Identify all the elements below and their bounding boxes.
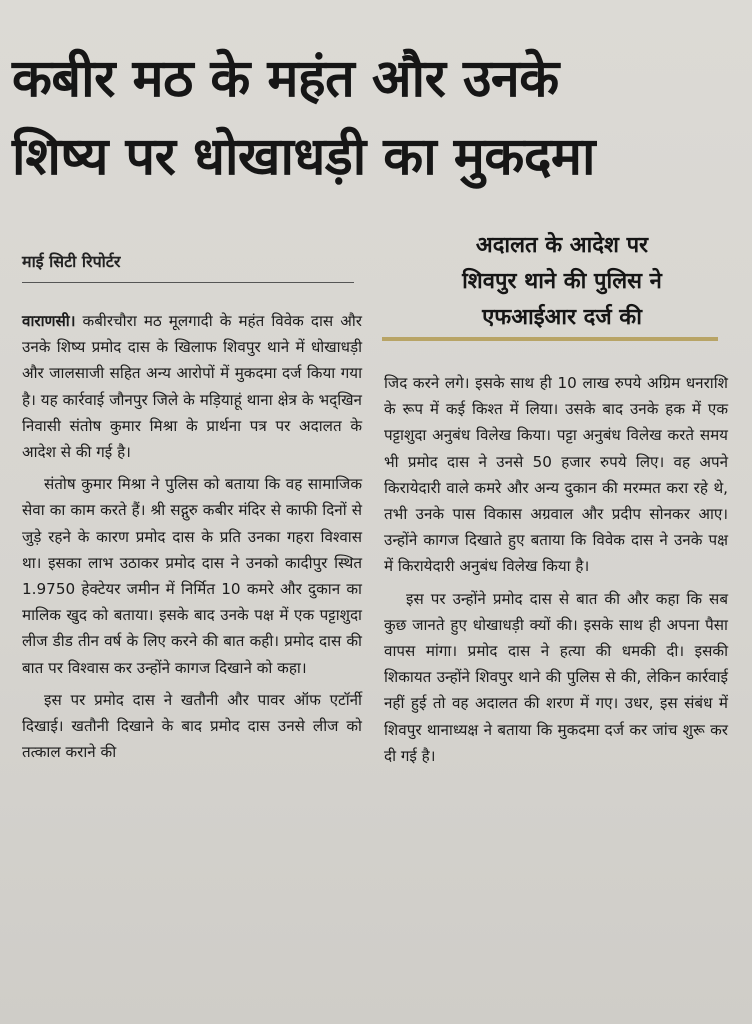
headline bbox=[12, 40, 742, 196]
headline-line-1: कबीर मठ के महंत और उनके bbox=[12, 49, 559, 109]
subheadline-divider bbox=[382, 337, 718, 341]
article-paragraph: इस पर उन्होंने प्रमोद दास से बात की और कहा कि सब कुछ जानते हुए धोखाधड़ी क्यों की। इसके साथ ही अपना पैसा वापस मांगा। प्रमोद दास ने हत्या की धमकी दी। इसकी शिकायत उन्होंने शिवपुर थाने की पुलिस से की, लेकिन कार्रवाई नहीं हुई तो वह अदालत की शरण में गए। उधर, इस संबंध में शिवपुर थानाध्यक्ष ने बताया कि मुकदमा दर्ज कर जांच शुरू कर दी गई है। bbox=[384, 589, 728, 765]
article-paragraph: इस पर प्रमोद दास ने खतौनी और पावर ऑफ एटॉर्नी दिखाई। खतौनी दिखाने के बाद प्रमोद दास उनसे लीज को तत्काल कराने की bbox=[22, 690, 362, 762]
byline-divider bbox=[22, 282, 354, 283]
article-paragraph: संतोष कुमार मिश्रा ने पुलिस को बताया कि वह सामाजिक सेवा का काम करते हैं। श्री सद्गुरु कबीर मंदिर से काफी दिनों से जुड़े रहने के कारण प्रमोद दास के प्रति उनका गहरा विश्वास था। इसका लाभ उठाकर प्रमोद दास ने उनको कादीपुर स्थित 1.9750 हेक्टेयर जमीन में निर्मित 10 कमरे और दुकान का मालिक खुद को बताया। इसके बाद उनके पक्ष में एक पट्टाशुदा लीज डीड तीन वर्ष के लिए करने की बात कही। प्रमोद दास की बात पर विश्वास कर उन्होंने कागज दिखाने को कहा। bbox=[22, 475, 362, 677]
article-column-left bbox=[22, 308, 362, 771]
headline-line-2: शिष्य पर धोखाधड़ी का मुकदमा bbox=[12, 127, 595, 187]
dateline: वाराणसी। bbox=[22, 312, 76, 330]
article-paragraph bbox=[22, 308, 362, 465]
subheadline-line-3: एफआईआर दर्ज की bbox=[482, 305, 642, 330]
paragraph-text: कबीरचौरा मठ मूलगादी के महंत विवेक दास और उनके शिष्य प्रमोद दास के खिलाफ शिवपुर थाने में धोखाधड़ी और जालसाजी सहित अन्य आरोपों में मुकदमा दर्ज किया गया है। यह कार्रवाई जौनपुर जिले के मड़ियाहूं थाना क्षेत्र के भद्खिन निवासी संतोष कुमार मिश्रा के प्रार्थना पत्र पर अदालत के आदेश से की गई है। bbox=[22, 312, 363, 462]
subheadline bbox=[382, 228, 742, 336]
article-column-right bbox=[384, 370, 728, 775]
subheadline-line-2: शिवपुर थाने की पुलिस ने bbox=[462, 269, 662, 294]
subheadline-line-1: अदालत के आदेश पर bbox=[475, 233, 649, 258]
byline: माई सिटी रिपोर्टर bbox=[22, 252, 121, 271]
article-paragraph: जिद करने लगे। इसके साथ ही 10 लाख रुपये अग्रिम धनराशि के रूप में कई किश्त में लिया। उसके बाद उनके हक में एक पट्टाशुदा अनुबंध विलेख किया। पट्टा अनुबंध विलेख करते समय भी प्रमोद दास ने उनसे 50 हजार रुपये लिए। वह अपने किरायेदारी वाले कमरे और अन्य दुकान की मरम्मत करा रहे थे, तभी उनके पास विकास अग्रवाल और प्रदीप सोनकर आए। उन्होंने कागज दिखाते हुए बताया कि विवेक दास ने उनके पक्ष में किरायेदारी अनुबंध विलेख किया है। bbox=[384, 374, 728, 576]
